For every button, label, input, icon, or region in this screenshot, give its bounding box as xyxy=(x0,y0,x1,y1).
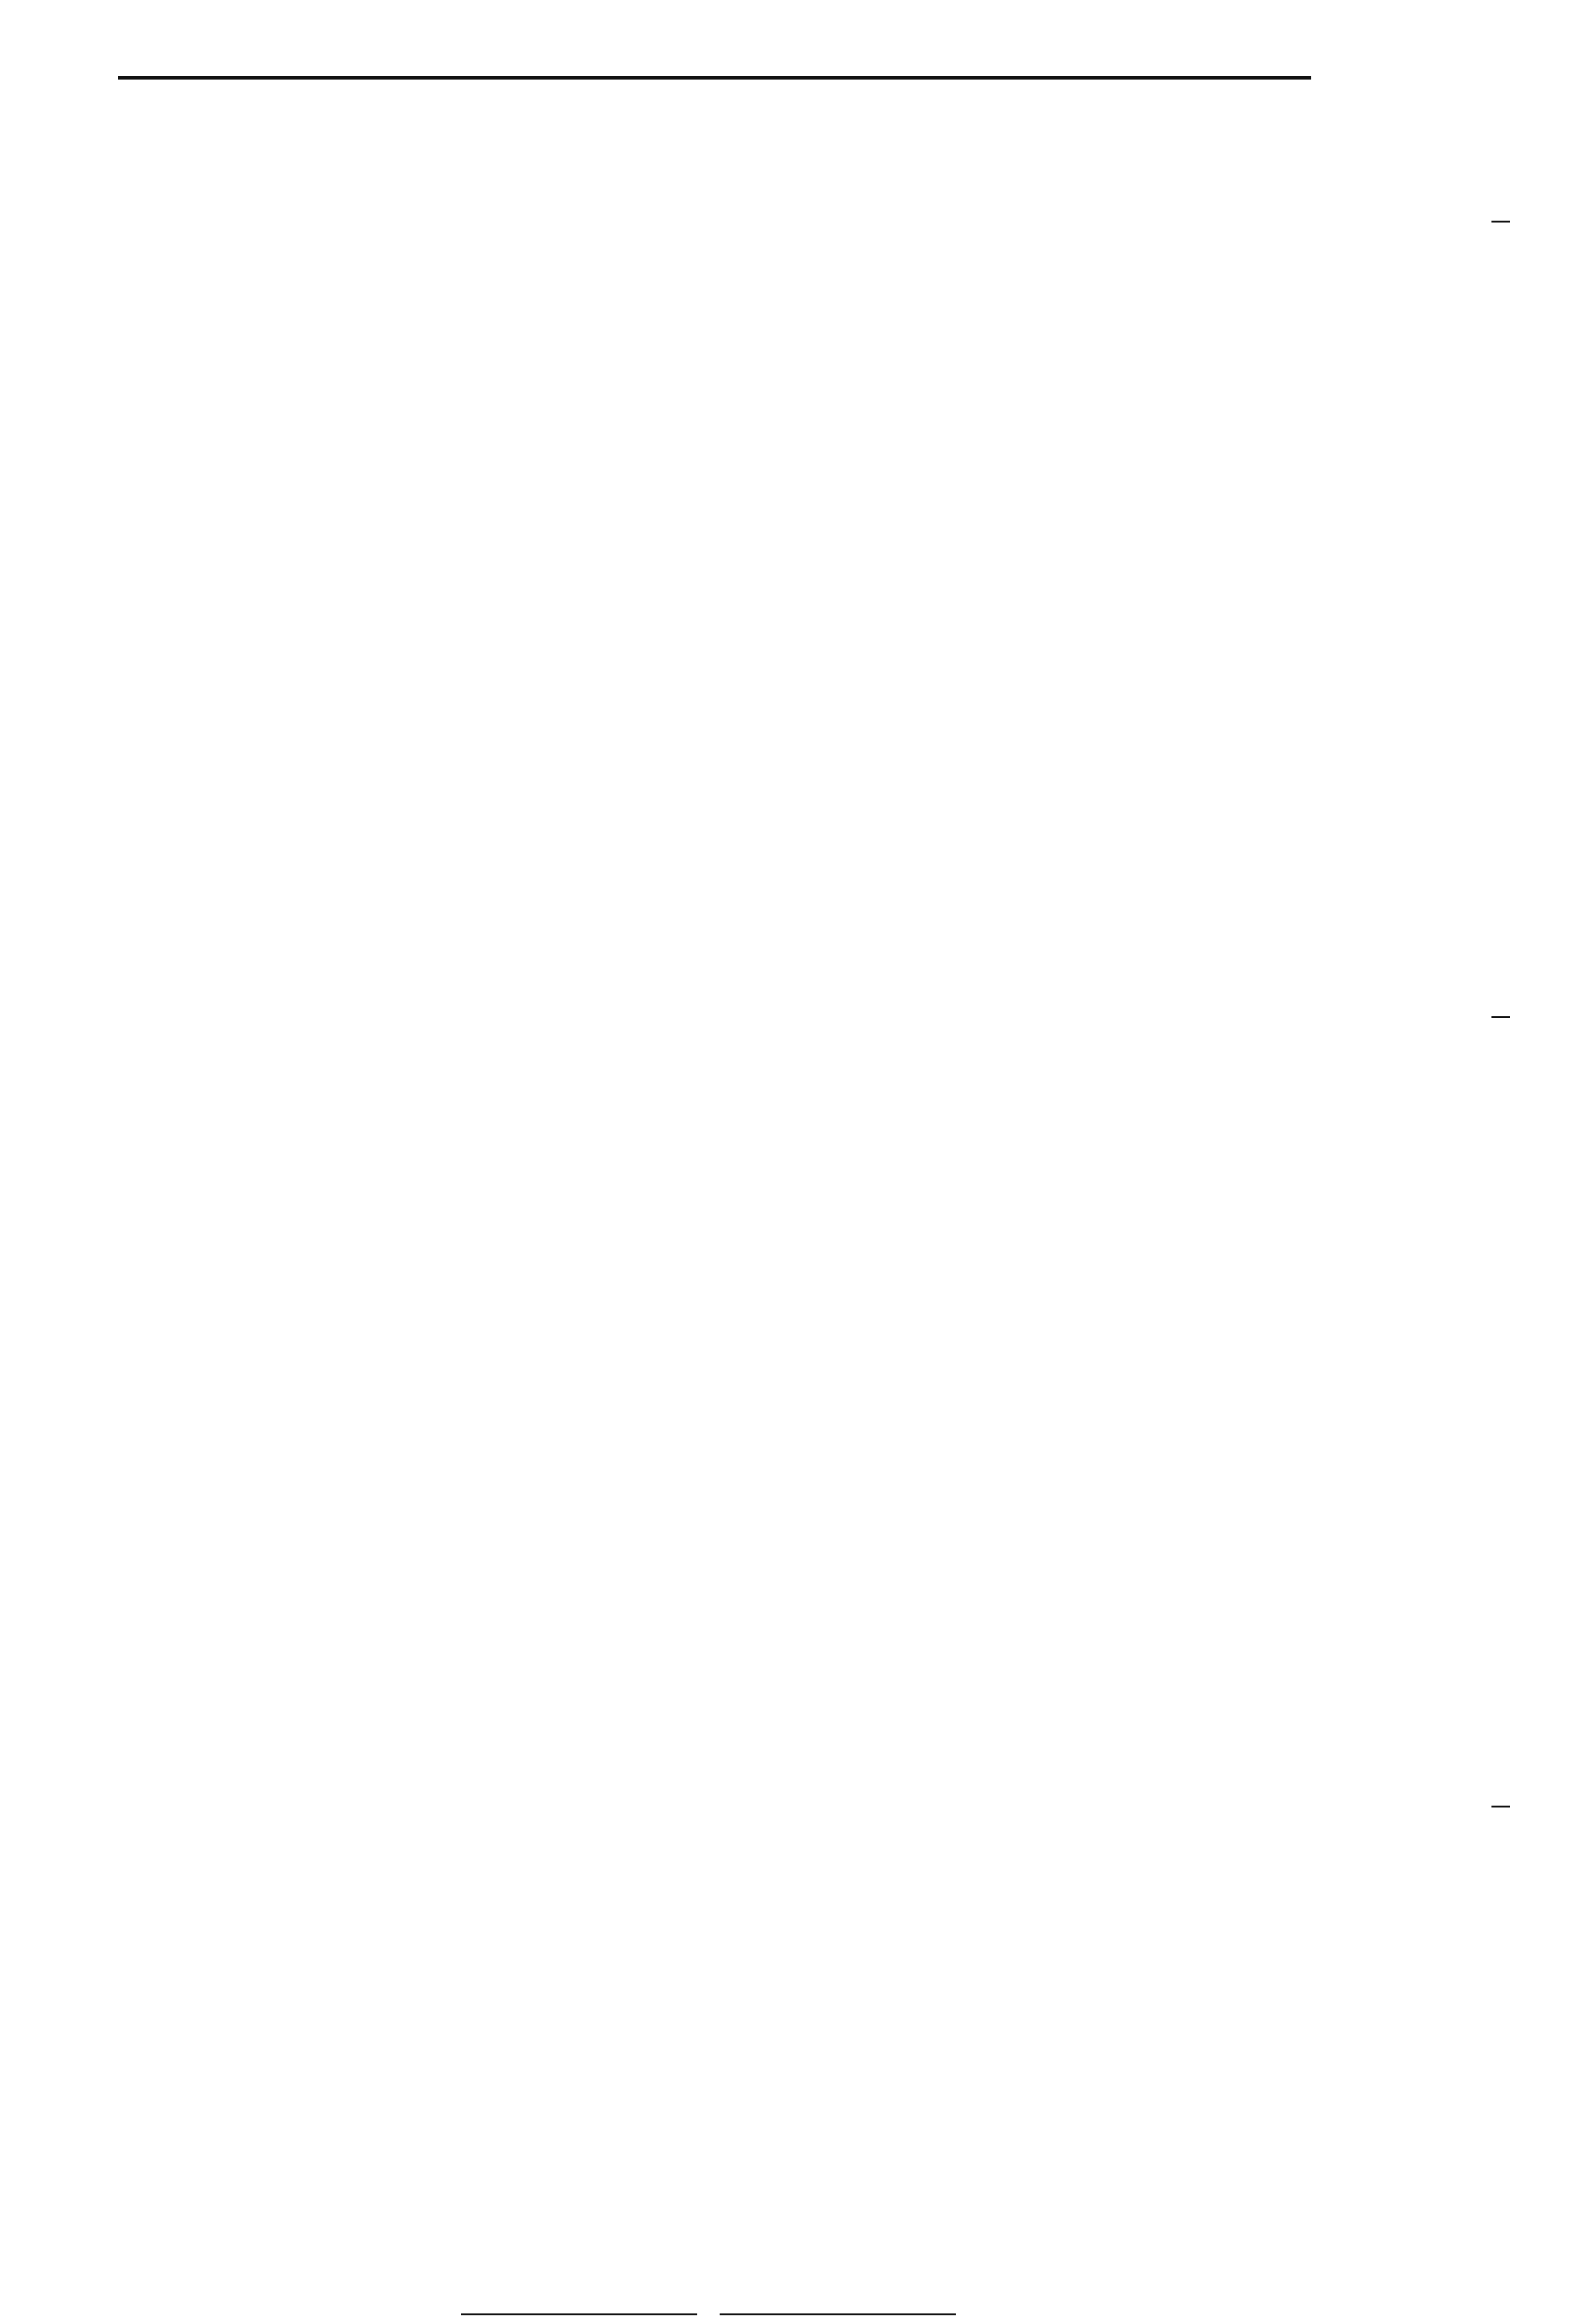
margin-mark xyxy=(1491,1016,1510,1018)
footer-rule-left xyxy=(461,2313,697,2315)
footer-rule-right xyxy=(720,2313,956,2315)
margin-mark xyxy=(1491,221,1510,223)
margin-mark xyxy=(1491,1806,1510,1807)
page-header xyxy=(118,37,1311,80)
footer-copyright-line xyxy=(106,2303,1311,2324)
